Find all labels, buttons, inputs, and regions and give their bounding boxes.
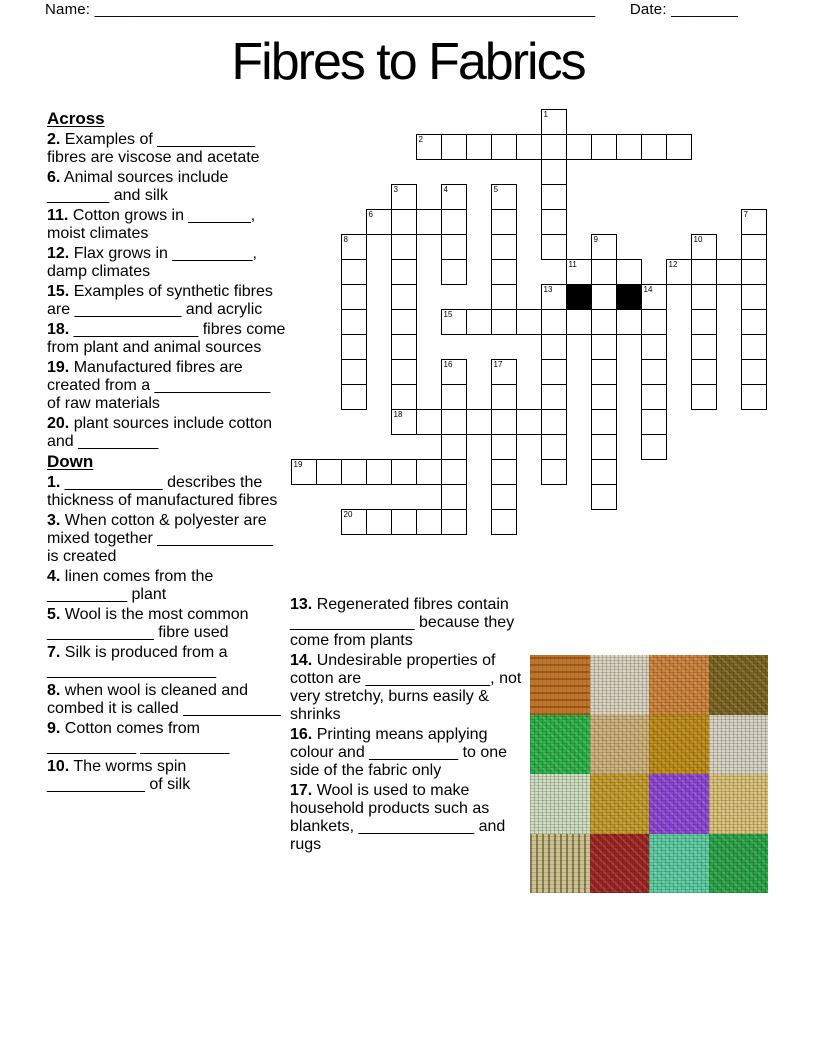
clue-across-12 bbox=[47, 245, 287, 281]
clue-number: 15. bbox=[47, 283, 70, 300]
crossword-cell[interactable] bbox=[491, 384, 517, 410]
fabric-swatch-dark-olive-tweed bbox=[709, 655, 769, 715]
crossword-cell[interactable] bbox=[416, 509, 442, 535]
crossword-cell[interactable] bbox=[441, 259, 467, 285]
fabric-swatch-pale-gold-weave bbox=[709, 774, 769, 834]
fabric-swatch-green-weave bbox=[530, 715, 590, 775]
crossword-cell[interactable] bbox=[741, 234, 767, 260]
clue-number: 4. bbox=[47, 568, 61, 585]
crossword-cell[interactable] bbox=[541, 109, 567, 135]
crossword-cell[interactable] bbox=[516, 409, 542, 435]
cell-number-6: 6 bbox=[368, 210, 373, 219]
crossword-cell[interactable] bbox=[591, 384, 617, 410]
clue-down-4 bbox=[47, 568, 287, 604]
clue-number: 20. bbox=[47, 415, 70, 432]
clue-number: 19. bbox=[47, 359, 70, 376]
fabric-swatch-ochre-weave bbox=[649, 715, 709, 775]
fabric-swatch-rust-orange-weave bbox=[530, 655, 590, 715]
crossword-cell[interactable] bbox=[541, 284, 567, 310]
crossword-cell[interactable] bbox=[641, 359, 667, 385]
cell-number-13: 13 bbox=[543, 285, 553, 294]
crossword-cell[interactable] bbox=[741, 284, 767, 310]
clue-text: Wool is used to make household products such as blankets, _____________ and rugs bbox=[290, 782, 506, 853]
crossword-cell[interactable] bbox=[516, 134, 542, 160]
crossword-cell[interactable] bbox=[366, 459, 392, 485]
crossword-cell[interactable] bbox=[341, 384, 367, 410]
clue-number: 1. bbox=[47, 474, 61, 491]
cell-number-20: 20 bbox=[343, 510, 353, 519]
crossword-cell[interactable] bbox=[616, 309, 642, 335]
clue-column-right bbox=[290, 596, 530, 856]
crossword-cell[interactable] bbox=[641, 409, 667, 435]
crossword-cell[interactable] bbox=[491, 509, 517, 535]
crossword-cell[interactable] bbox=[691, 334, 717, 360]
crossword-cell[interactable] bbox=[441, 384, 467, 410]
crossword-cell[interactable] bbox=[541, 134, 567, 160]
crossword-cell[interactable] bbox=[666, 259, 692, 285]
crossword-cell[interactable] bbox=[416, 459, 442, 485]
crossword-cell[interactable] bbox=[341, 234, 367, 260]
clue-text: The worms spin ___________ of silk bbox=[47, 758, 191, 793]
crossword-cell[interactable] bbox=[616, 259, 642, 285]
crossword-cell[interactable] bbox=[566, 259, 592, 285]
clue-down-17 bbox=[290, 782, 530, 854]
cell-number-9: 9 bbox=[593, 235, 598, 244]
crossword-cell[interactable] bbox=[691, 234, 717, 260]
cell-number-15: 15 bbox=[443, 310, 453, 319]
crossword-cell[interactable] bbox=[441, 484, 467, 510]
crossword-cell[interactable] bbox=[341, 334, 367, 360]
clue-number: 12. bbox=[47, 245, 70, 262]
crossword-cell[interactable] bbox=[441, 409, 467, 435]
clue-text: plant sources include cotton and _________ bbox=[47, 415, 273, 450]
crossword-cell[interactable] bbox=[366, 209, 392, 235]
crossword-cell[interactable] bbox=[316, 459, 342, 485]
clue-across-18 bbox=[47, 321, 287, 357]
crossword-black-cell bbox=[566, 284, 592, 310]
crossword-cell[interactable] bbox=[591, 259, 617, 285]
crossword-cell[interactable] bbox=[591, 309, 617, 335]
fabric-swatch-pale-mint-weave bbox=[530, 774, 590, 834]
crossword-cell[interactable] bbox=[491, 309, 517, 335]
clue-text: Wool is the most common ____________ fibre used bbox=[47, 606, 249, 641]
crossword-cell[interactable] bbox=[341, 509, 367, 535]
across-clue-list bbox=[47, 131, 287, 451]
clue-number: 8. bbox=[47, 682, 61, 699]
cell-number-19: 19 bbox=[293, 460, 303, 469]
clue-text: Regenerated fibres contain ______________ because they come from plants bbox=[290, 596, 515, 649]
crossword-cell[interactable] bbox=[541, 459, 567, 485]
name-blank-line: ____________________________________________________________ bbox=[94, 1, 596, 18]
crossword-cell[interactable] bbox=[541, 309, 567, 335]
clue-text: linen comes from the _________ plant bbox=[47, 568, 214, 603]
cell-number-7: 7 bbox=[743, 210, 748, 219]
fabric-swatch-silver-sheen bbox=[709, 715, 769, 775]
cell-number-17: 17 bbox=[493, 360, 503, 369]
down-heading: Down bbox=[47, 452, 94, 471]
crossword-cell[interactable] bbox=[341, 309, 367, 335]
clue-number: 13. bbox=[290, 596, 313, 613]
crossword-cell[interactable] bbox=[441, 359, 467, 385]
crossword-cell[interactable] bbox=[741, 309, 767, 335]
crossword-cell[interactable] bbox=[366, 509, 392, 535]
cell-number-16: 16 bbox=[443, 360, 453, 369]
crossword-cell[interactable] bbox=[541, 184, 567, 210]
crossword-cell[interactable] bbox=[441, 184, 467, 210]
crossword-cell[interactable] bbox=[541, 159, 567, 185]
clue-down-13 bbox=[290, 596, 530, 650]
clue-down-1 bbox=[47, 474, 287, 510]
crossword-cell[interactable] bbox=[641, 134, 667, 160]
crossword-cell[interactable] bbox=[391, 309, 417, 335]
crossword-cell[interactable] bbox=[441, 134, 467, 160]
crossword-cell[interactable] bbox=[691, 284, 717, 310]
crossword-cell[interactable] bbox=[391, 209, 417, 235]
crossword-cell[interactable] bbox=[491, 359, 517, 385]
clue-number: 17. bbox=[290, 782, 313, 799]
crossword-cell[interactable] bbox=[741, 359, 767, 385]
crossword-cell[interactable] bbox=[491, 209, 517, 235]
cell-number-12: 12 bbox=[668, 260, 678, 269]
cell-number-14: 14 bbox=[643, 285, 653, 294]
crossword-cell[interactable] bbox=[591, 434, 617, 460]
crossword-cell[interactable] bbox=[691, 384, 717, 410]
crossword-cell[interactable] bbox=[541, 384, 567, 410]
cell-number-1: 1 bbox=[543, 110, 548, 119]
crossword-cell[interactable] bbox=[391, 184, 417, 210]
fabric-swatch-panel bbox=[530, 655, 768, 893]
page-title: Fibres to Fabrics bbox=[231, 33, 585, 91]
clue-number: 5. bbox=[47, 606, 61, 623]
crossword-cell[interactable] bbox=[391, 234, 417, 260]
crossword-cell[interactable] bbox=[391, 384, 417, 410]
crossword-cell[interactable] bbox=[466, 134, 492, 160]
crossword-cell[interactable] bbox=[341, 359, 367, 385]
cell-number-3: 3 bbox=[393, 185, 398, 194]
clue-across-6 bbox=[47, 169, 287, 205]
crossword-cell[interactable] bbox=[641, 284, 667, 310]
clue-text: Examples of synthetic fibres are ____________ and acrylic bbox=[47, 283, 273, 318]
crossword-cell[interactable] bbox=[416, 209, 442, 235]
cell-number-5: 5 bbox=[493, 185, 498, 194]
crossword-cell[interactable] bbox=[391, 409, 417, 435]
crossword-cell[interactable] bbox=[641, 309, 667, 335]
clue-number: 10. bbox=[47, 758, 70, 775]
clue-text: Flax grows in _________, damp climates bbox=[47, 245, 257, 280]
clue-text: ______________ fibres come from plant and animal sources bbox=[47, 321, 286, 356]
crossword-cell[interactable] bbox=[491, 434, 517, 460]
cell-number-10: 10 bbox=[693, 235, 703, 244]
clue-down-7 bbox=[47, 644, 287, 680]
crossword-cell[interactable] bbox=[391, 284, 417, 310]
crossword-cell[interactable] bbox=[391, 459, 417, 485]
crossword-cell[interactable] bbox=[566, 134, 592, 160]
clue-number: 9. bbox=[47, 720, 61, 737]
crossword-cell[interactable] bbox=[516, 309, 542, 335]
down-clue-list-col1 bbox=[47, 474, 287, 794]
cell-number-4: 4 bbox=[443, 185, 448, 194]
crossword-cell[interactable] bbox=[641, 384, 667, 410]
crossword-cell[interactable] bbox=[741, 259, 767, 285]
crossword-cell[interactable] bbox=[491, 459, 517, 485]
clue-number: 16. bbox=[290, 726, 313, 743]
fabric-swatch-crimson-weave bbox=[590, 834, 650, 894]
crossword-cell[interactable] bbox=[691, 259, 717, 285]
clue-across-20 bbox=[47, 415, 287, 451]
clue-number: 7. bbox=[47, 644, 61, 661]
crossword-cell[interactable] bbox=[741, 209, 767, 235]
crossword-cell[interactable] bbox=[641, 434, 667, 460]
crossword-cell[interactable] bbox=[391, 334, 417, 360]
clue-down-10 bbox=[47, 758, 287, 794]
crossword-cell[interactable] bbox=[441, 459, 467, 485]
clue-text: Manufactured fibres are created from a _____________ of raw materials bbox=[47, 359, 271, 412]
clue-text: Printing means applying colour and __________ to one side of the fabric only bbox=[290, 726, 508, 779]
clue-number: 6. bbox=[47, 169, 61, 186]
fabric-swatch-seafoam-check bbox=[649, 834, 709, 894]
clue-number: 2. bbox=[47, 131, 61, 148]
clue-text: Cotton comes from __________ __________ bbox=[47, 720, 230, 755]
crossword-cell[interactable] bbox=[441, 209, 467, 235]
clue-down-16 bbox=[290, 726, 530, 780]
name-label: Name: bbox=[45, 1, 91, 18]
cell-number-11: 11 bbox=[568, 260, 577, 269]
clue-text: when wool is cleaned and combed it is called ___________ bbox=[47, 682, 281, 717]
crossword-cell[interactable] bbox=[341, 459, 367, 485]
crossword-cell[interactable] bbox=[591, 134, 617, 160]
clue-column-left bbox=[47, 110, 287, 796]
crossword-cell[interactable] bbox=[491, 409, 517, 435]
crossword-cell[interactable] bbox=[541, 209, 567, 235]
crossword-cell[interactable] bbox=[541, 409, 567, 435]
crossword-cell[interactable] bbox=[591, 459, 617, 485]
crossword-cell[interactable] bbox=[591, 234, 617, 260]
clue-number: 14. bbox=[290, 652, 313, 669]
fabric-swatch-tan-linen bbox=[590, 715, 650, 775]
clue-number: 18. bbox=[47, 321, 70, 338]
crossword-cell[interactable] bbox=[491, 259, 517, 285]
crossword-cell[interactable] bbox=[591, 284, 617, 310]
date-blank-line: ________ bbox=[671, 1, 738, 18]
crossword-cell[interactable] bbox=[466, 409, 492, 435]
fabric-swatch-cream-boucle bbox=[590, 655, 650, 715]
crossword-grid bbox=[291, 109, 769, 537]
cell-number-18: 18 bbox=[393, 410, 403, 419]
crossword-cell[interactable] bbox=[391, 359, 417, 385]
crossword-cell[interactable] bbox=[541, 359, 567, 385]
crossword-black-cell bbox=[616, 284, 642, 310]
crossword-cell[interactable] bbox=[341, 259, 367, 285]
across-heading: Across bbox=[47, 109, 105, 128]
fabric-swatch-purple-plaid bbox=[649, 774, 709, 834]
name-date-row bbox=[45, 1, 771, 18]
fabric-swatch-orange-slub bbox=[649, 655, 709, 715]
crossword-cell[interactable] bbox=[341, 284, 367, 310]
cell-number-8: 8 bbox=[343, 235, 348, 244]
fabric-swatch-emerald-weave bbox=[709, 834, 769, 894]
clue-text: Cotton grows in _______, moist climates bbox=[47, 207, 256, 242]
crossword-cell[interactable] bbox=[491, 484, 517, 510]
crossword-cell[interactable] bbox=[741, 334, 767, 360]
clue-down-3 bbox=[47, 512, 287, 566]
crossword-cell[interactable] bbox=[416, 409, 442, 435]
crossword-cell[interactable] bbox=[741, 384, 767, 410]
clue-across-19 bbox=[47, 359, 287, 413]
crossword-cell[interactable] bbox=[691, 359, 717, 385]
clue-down-9 bbox=[47, 720, 287, 756]
clue-down-14 bbox=[290, 652, 530, 724]
fabric-swatch-mustard-weave bbox=[590, 774, 650, 834]
crossword-cell[interactable] bbox=[591, 359, 617, 385]
crossword-cell[interactable] bbox=[391, 259, 417, 285]
crossword-cell[interactable] bbox=[491, 134, 517, 160]
crossword-cell[interactable] bbox=[616, 134, 642, 160]
down-clue-list-col2 bbox=[290, 596, 530, 854]
crossword-cell[interactable] bbox=[666, 134, 692, 160]
clue-text: Undesirable properties of cotton are ______________, not very stretchy, burns easily & shrinks bbox=[290, 652, 522, 723]
clue-text: Animal sources include _______ and silk bbox=[47, 169, 229, 204]
crossword-cell[interactable] bbox=[541, 234, 567, 260]
crossword-cell[interactable] bbox=[416, 134, 442, 160]
crossword-cell[interactable] bbox=[491, 234, 517, 260]
date-label: Date: bbox=[629, 1, 667, 18]
crossword-cell[interactable] bbox=[591, 409, 617, 435]
clue-across-15 bbox=[47, 283, 287, 319]
crossword-cell[interactable] bbox=[541, 434, 567, 460]
crossword-cell[interactable] bbox=[441, 434, 467, 460]
crossword-cell[interactable] bbox=[466, 309, 492, 335]
crossword-cell[interactable] bbox=[591, 484, 617, 510]
clue-number: 11. bbox=[47, 207, 69, 224]
crossword-cell[interactable] bbox=[566, 309, 592, 335]
crossword-cell[interactable] bbox=[291, 459, 317, 485]
clue-down-8 bbox=[47, 682, 287, 718]
crossword-cell[interactable] bbox=[716, 259, 742, 285]
clue-across-11 bbox=[47, 207, 287, 243]
clue-down-5 bbox=[47, 606, 287, 642]
cell-number-2: 2 bbox=[418, 135, 423, 144]
crossword-cell[interactable] bbox=[691, 309, 717, 335]
clue-text: Examples of ___________ fibres are viscose and acetate bbox=[47, 131, 260, 166]
clue-text: When cotton & polyester are mixed together _____________ is created bbox=[47, 512, 273, 565]
crossword-cell[interactable] bbox=[591, 334, 617, 360]
crossword-cell[interactable] bbox=[641, 334, 667, 360]
crossword-cell[interactable] bbox=[441, 309, 467, 335]
crossword-cell[interactable] bbox=[441, 509, 467, 535]
fabric-swatch-striped-khaki bbox=[530, 834, 590, 894]
clue-across-2 bbox=[47, 131, 287, 167]
clue-text: Silk is produced from a ___________________ bbox=[47, 644, 228, 679]
clue-text: ___________ describes the thickness of manufactured fibres bbox=[47, 474, 278, 509]
clue-number: 3. bbox=[47, 512, 61, 529]
crossword-cell[interactable] bbox=[491, 184, 517, 210]
crossword-cell[interactable] bbox=[541, 334, 567, 360]
crossword-cell[interactable] bbox=[441, 234, 467, 260]
crossword-cell[interactable] bbox=[491, 284, 517, 310]
crossword-cell[interactable] bbox=[391, 509, 417, 535]
